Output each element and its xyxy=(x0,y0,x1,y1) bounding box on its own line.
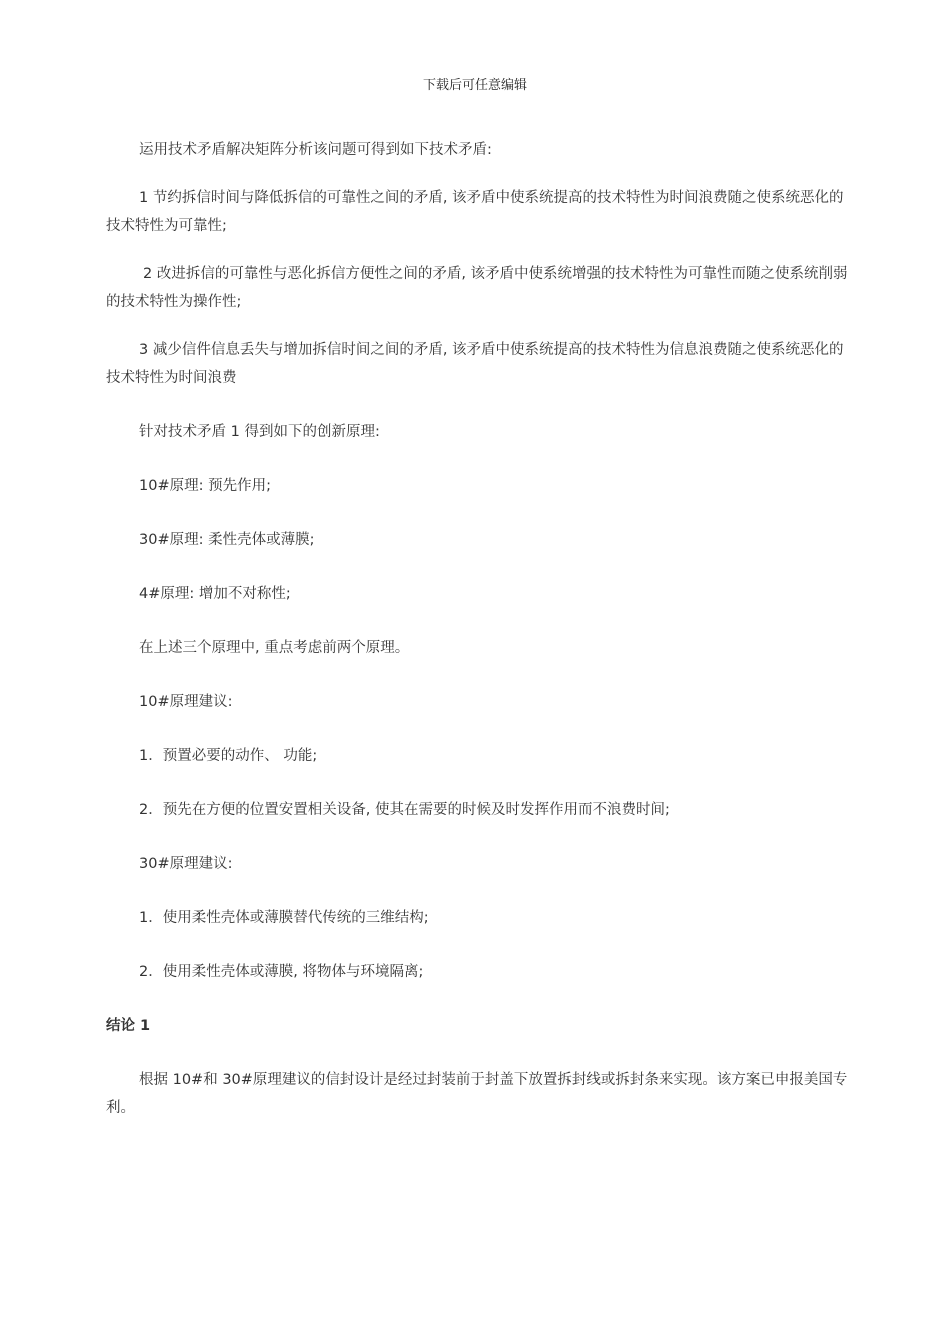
principles-intro: 针对技术矛盾 1 得到如下的创新原理: xyxy=(139,424,380,440)
contradiction-1: 1 节约拆信时间与降低拆信的可靠性之间的矛盾, 该矛盾中使系统提高的技术特性为时间浪费随之使系统恶化的技术特性为可靠性; xyxy=(106,190,844,234)
principle-10-suggestions-title: 10#原理建议: xyxy=(139,694,233,710)
principle-30-suggestion-1: 1．使用柔性壳体或薄膜替代传统的三维结构; xyxy=(139,910,429,926)
contradiction-3: 3 减少信件信息丢失与增加拆信时间之间的矛盾, 该矛盾中使系统提高的技术特性为信息浪费随之使系统恶化的技术特性为时间浪费 xyxy=(106,342,844,386)
document-body xyxy=(106,136,848,1122)
principle-10-suggestion-1: 1．预置必要的动作、 功能; xyxy=(139,748,318,764)
page-header: 下载后可任意编辑 xyxy=(422,78,527,93)
principle-10: 10#原理: 预先作用; xyxy=(139,478,271,494)
principle-30: 30#原理: 柔性壳体或薄膜; xyxy=(139,532,315,548)
principle-30-suggestion-2: 2．使用柔性壳体或薄膜, 将物体与环境隔离; xyxy=(139,964,424,980)
contradiction-2: 2 改进拆信的可靠性与恶化拆信方便性之间的矛盾, 该矛盾中使系统增强的技术特性为可靠性而随之使系统削弱的技术特性为操作性; xyxy=(106,266,848,310)
focus-paragraph: 在上述三个原理中, 重点考虑前两个原理。 xyxy=(139,640,410,656)
conclusion-paragraph: 根据 10#和 30#原理建议的信封设计是经过封装前于封盖下放置拆封线或拆封条来实现。该方案已申报美国专利。 xyxy=(106,1072,848,1116)
principle-30-suggestions-title: 30#原理建议: xyxy=(139,856,233,872)
principle-4: 4#原理: 增加不对称性; xyxy=(139,586,291,602)
conclusion-heading: 结论 1 xyxy=(106,1018,151,1034)
principle-10-suggestion-2: 2．预先在方便的位置安置相关设备, 使其在需要的时候及时发挥作用而不浪费时间; xyxy=(139,802,670,818)
intro-paragraph: 运用技术矛盾解决矩阵分析该问题可得到如下技术矛盾: xyxy=(139,142,492,158)
